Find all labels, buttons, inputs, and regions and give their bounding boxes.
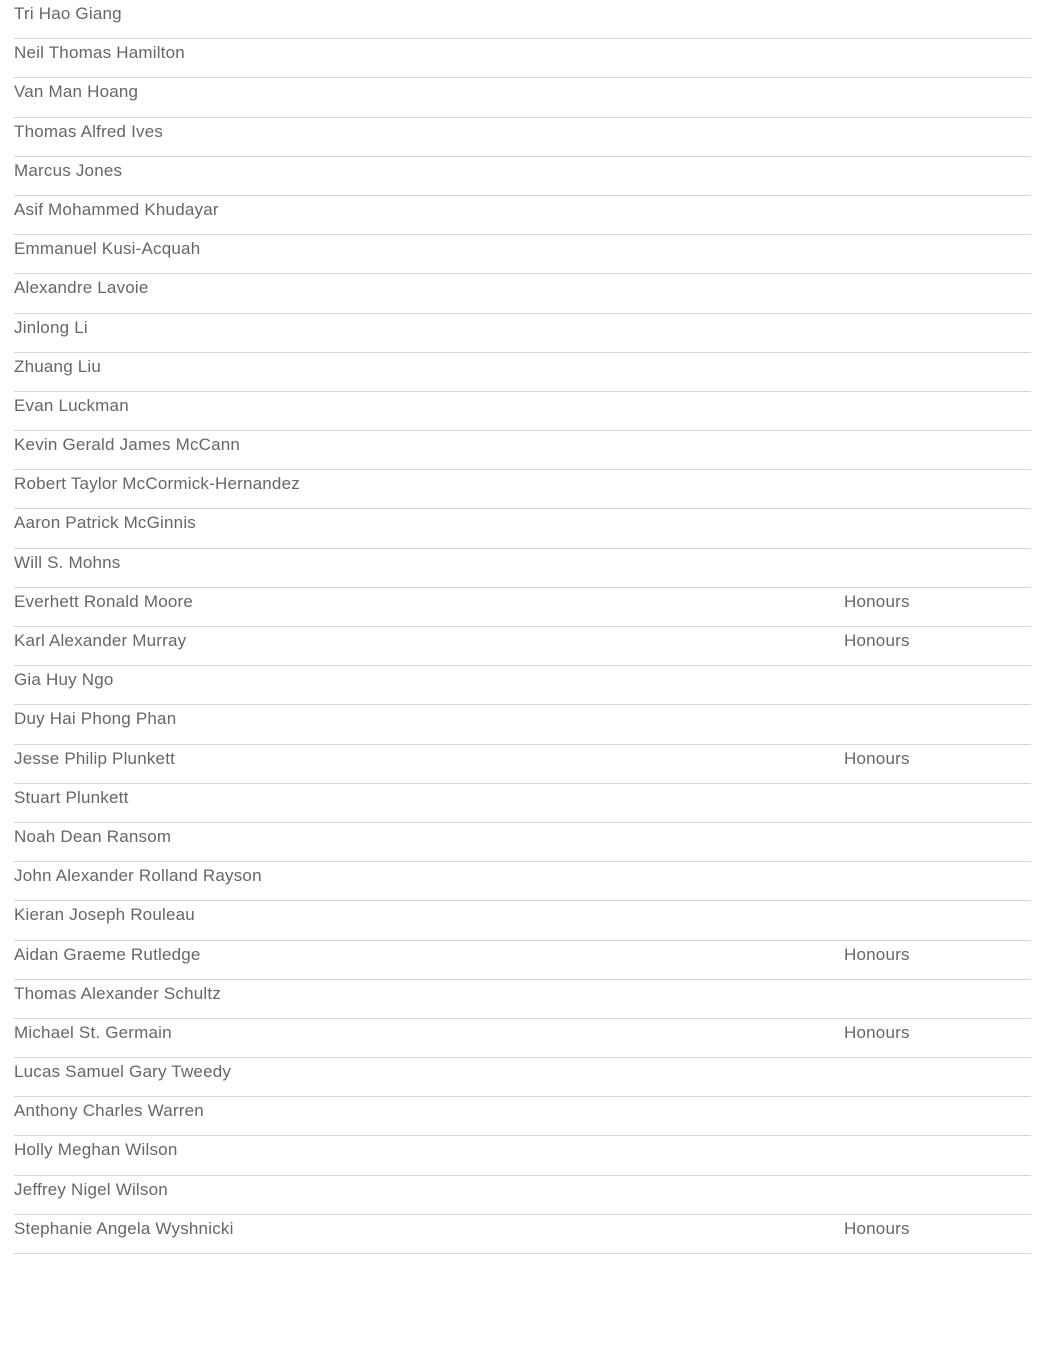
table-row (14, 823, 1031, 862)
graduate-name: Asif Mohammed Khudayar (14, 199, 219, 219)
table-row (14, 1019, 1031, 1058)
table-row (14, 353, 1031, 392)
graduate-name: Stuart Plunkett (14, 787, 129, 807)
graduate-distinction: Honours (844, 748, 910, 768)
graduate-name: Alexandre Lavoie (14, 278, 149, 298)
graduate-distinction: Honours (844, 631, 910, 650)
table-row (14, 157, 1031, 196)
table-row (14, 980, 1031, 1019)
table-row (14, 0, 1031, 39)
table-row (14, 941, 1031, 980)
table-row (14, 627, 1031, 666)
table-row (14, 431, 1031, 470)
graduate-name: Marcus Jones (14, 160, 123, 180)
graduate-name: Lucas Samuel Gary Tweedy (14, 1062, 232, 1082)
graduate-name: Duy Hai Phong Phan (14, 709, 177, 729)
graduate-name: Thomas Alexander Schultz (14, 983, 222, 1003)
table-row (14, 705, 1031, 744)
table-row (14, 39, 1031, 78)
table-row (14, 901, 1031, 940)
graduate-name: Jesse Philip Plunkett (14, 748, 176, 768)
table-row (14, 509, 1031, 548)
table-row (14, 549, 1031, 588)
graduate-distinction: Honours (844, 591, 910, 611)
graduate-name: Aaron Patrick McGinnis (14, 513, 197, 533)
table-row (14, 196, 1031, 235)
graduate-name: Holly Meghan Wilson (14, 1140, 178, 1160)
graduate-name: Jeffrey Nigel Wilson (14, 1179, 168, 1199)
table-row (14, 784, 1031, 823)
table-row (14, 274, 1031, 313)
graduate-distinction: Honours (844, 1218, 910, 1238)
table-row (14, 862, 1031, 901)
graduate-name: Jinlong Li (14, 317, 88, 337)
graduate-name: Stephanie Angela Wyshnicki (14, 1218, 234, 1238)
table-row (14, 1215, 1031, 1254)
table-row (14, 1136, 1031, 1175)
graduate-name: Will S. Mohns (14, 552, 121, 572)
table-row (14, 745, 1031, 784)
graduate-name: Anthony Charles Warren (14, 1101, 204, 1121)
graduate-name: Zhuang Liu (14, 356, 102, 376)
table-row (14, 78, 1031, 117)
graduate-name: Thomas Alfred Ives (14, 121, 164, 141)
graduate-name: Karl Alexander Murray (14, 631, 187, 650)
graduate-name: Kevin Gerald James McCann (14, 435, 241, 455)
table-row (14, 235, 1031, 274)
graduate-name: Van Man Hoang (14, 82, 139, 102)
graduate-name: Gia Huy Ngo (14, 670, 114, 690)
graduate-name: Kieran Joseph Rouleau (14, 905, 195, 925)
table-row (14, 1097, 1031, 1136)
table-row (14, 470, 1031, 509)
graduate-name: Robert Taylor McCormick-Hernandez (14, 474, 300, 494)
table-row (14, 314, 1031, 353)
graduate-name: Everhett Ronald Moore (14, 591, 194, 611)
table-row (14, 392, 1031, 431)
graduate-name: Evan Luckman (14, 395, 129, 415)
graduate-name: John Alexander Rolland Rayson (14, 866, 262, 886)
graduate-distinction: Honours (844, 944, 910, 964)
graduate-name: Aidan Graeme Rutledge (14, 944, 201, 964)
graduates-table (14, 0, 1031, 1254)
table-row (14, 1058, 1031, 1097)
graduate-name: Tri Hao Giang (14, 4, 122, 23)
graduate-name: Michael St. Germain (14, 1022, 172, 1042)
table-row (14, 588, 1031, 627)
graduate-name: Emmanuel Kusi-Acquah (14, 239, 201, 259)
graduate-name: Noah Dean Ransom (14, 826, 172, 846)
graduate-distinction: Honours (844, 1022, 910, 1042)
table-row (14, 118, 1031, 157)
table-row (14, 666, 1031, 705)
table-row (14, 1176, 1031, 1215)
graduate-name: Neil Thomas Hamilton (14, 43, 185, 63)
